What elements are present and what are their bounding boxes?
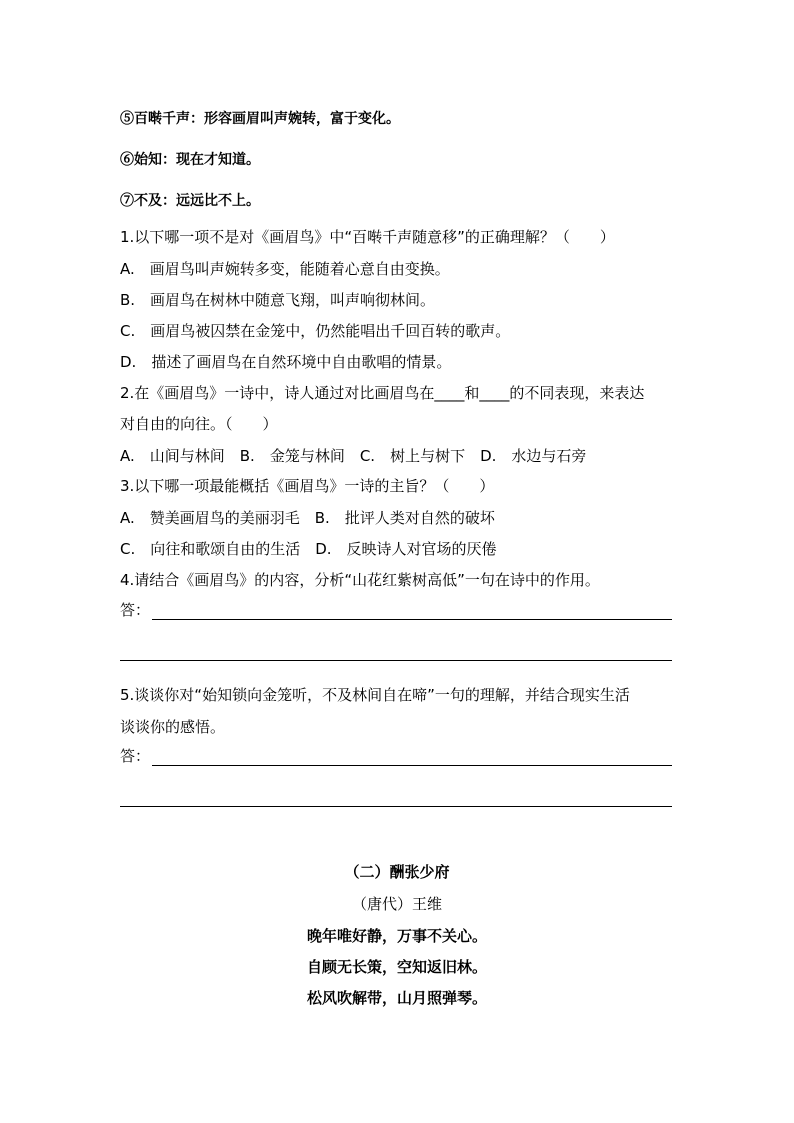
- question-3-text: 3.以下哪一项最能概括《画眉鸟》一诗的主旨？（ ）: [120, 477, 495, 495]
- note-6: ⑥始知：现在才知道。: [120, 152, 260, 168]
- question-5-answer-line-2[interactable]: [120, 806, 672, 807]
- question-2-text-line-2: 对自由的向往。（ ）: [120, 415, 278, 433]
- poem-line-1: 晚年唯好静，万事不关心。: [306, 927, 487, 945]
- answer-blank-line[interactable]: [152, 619, 672, 620]
- answer-blank-line[interactable]: [152, 765, 672, 766]
- question-1-option-a: A. 画眉鸟叫声婉转多变，能随着心意自由变换。: [120, 260, 450, 278]
- question-5-answer-row[interactable]: [120, 746, 672, 768]
- question-5-text-line-1: 5.谈谈你对“始知锁向金笼听，不及林间自在啼”一句的理解，并结合现实生活: [120, 686, 630, 704]
- question-4-text: 4.请结合《画眉鸟》的内容，分析“山花红紫树高低”一句在诗中的作用。: [120, 571, 600, 589]
- question-1-option-b: B. 画眉鸟在树林中随意飞翔，叫声响彻林间。: [120, 291, 436, 309]
- poem-title: （二）酬张少府: [344, 863, 450, 881]
- note-7: ⑦不及：远远比不上。: [120, 193, 260, 209]
- answer-label: 答：: [120, 747, 151, 765]
- question-1-option-d: D. 描述了画眉鸟在自然环境中自由歌唱的情景。: [120, 353, 452, 371]
- poem-line-3: 松风吹解带，山月照弹琴。: [306, 989, 487, 1007]
- question-5-text-line-2: 谈谈你的感悟。: [120, 718, 226, 736]
- question-2-text-line-1: 2.在《画眉鸟》一诗中，诗人通过对比画眉鸟在____和____的不同表现，来表达: [120, 384, 645, 402]
- question-3-options-ab: A. 赞美画眉鸟的美丽羽毛 B. 批评人类对自然的破坏: [120, 509, 495, 527]
- question-1-text: 1.以下哪一项不是对《画眉鸟》中“百啭千声随意移”的正确理解？（ ）: [120, 228, 615, 246]
- question-3-options-cd: C. 向往和歌颂自由的生活 D. 反映诗人对官场的厌倦: [120, 540, 497, 558]
- question-2-options: A. 山间与林间 B. 金笼与林间 C. 树上与树下 D. 水边与石旁: [120, 447, 587, 465]
- question-4-answer-row[interactable]: [120, 600, 672, 622]
- question-1-option-c: C. 画眉鸟被囚禁在金笼中，仍然能唱出千回百转的歌声。: [120, 322, 511, 340]
- question-4-answer-line-2[interactable]: [120, 660, 672, 661]
- poem-author: （唐代）王维: [351, 895, 442, 913]
- note-5: ⑤百啭千声：形容画眉叫声婉转，富于变化。: [120, 111, 400, 127]
- answer-label: 答：: [120, 601, 151, 619]
- poem-line-2: 自顾无长策，空知返旧林。: [306, 958, 487, 976]
